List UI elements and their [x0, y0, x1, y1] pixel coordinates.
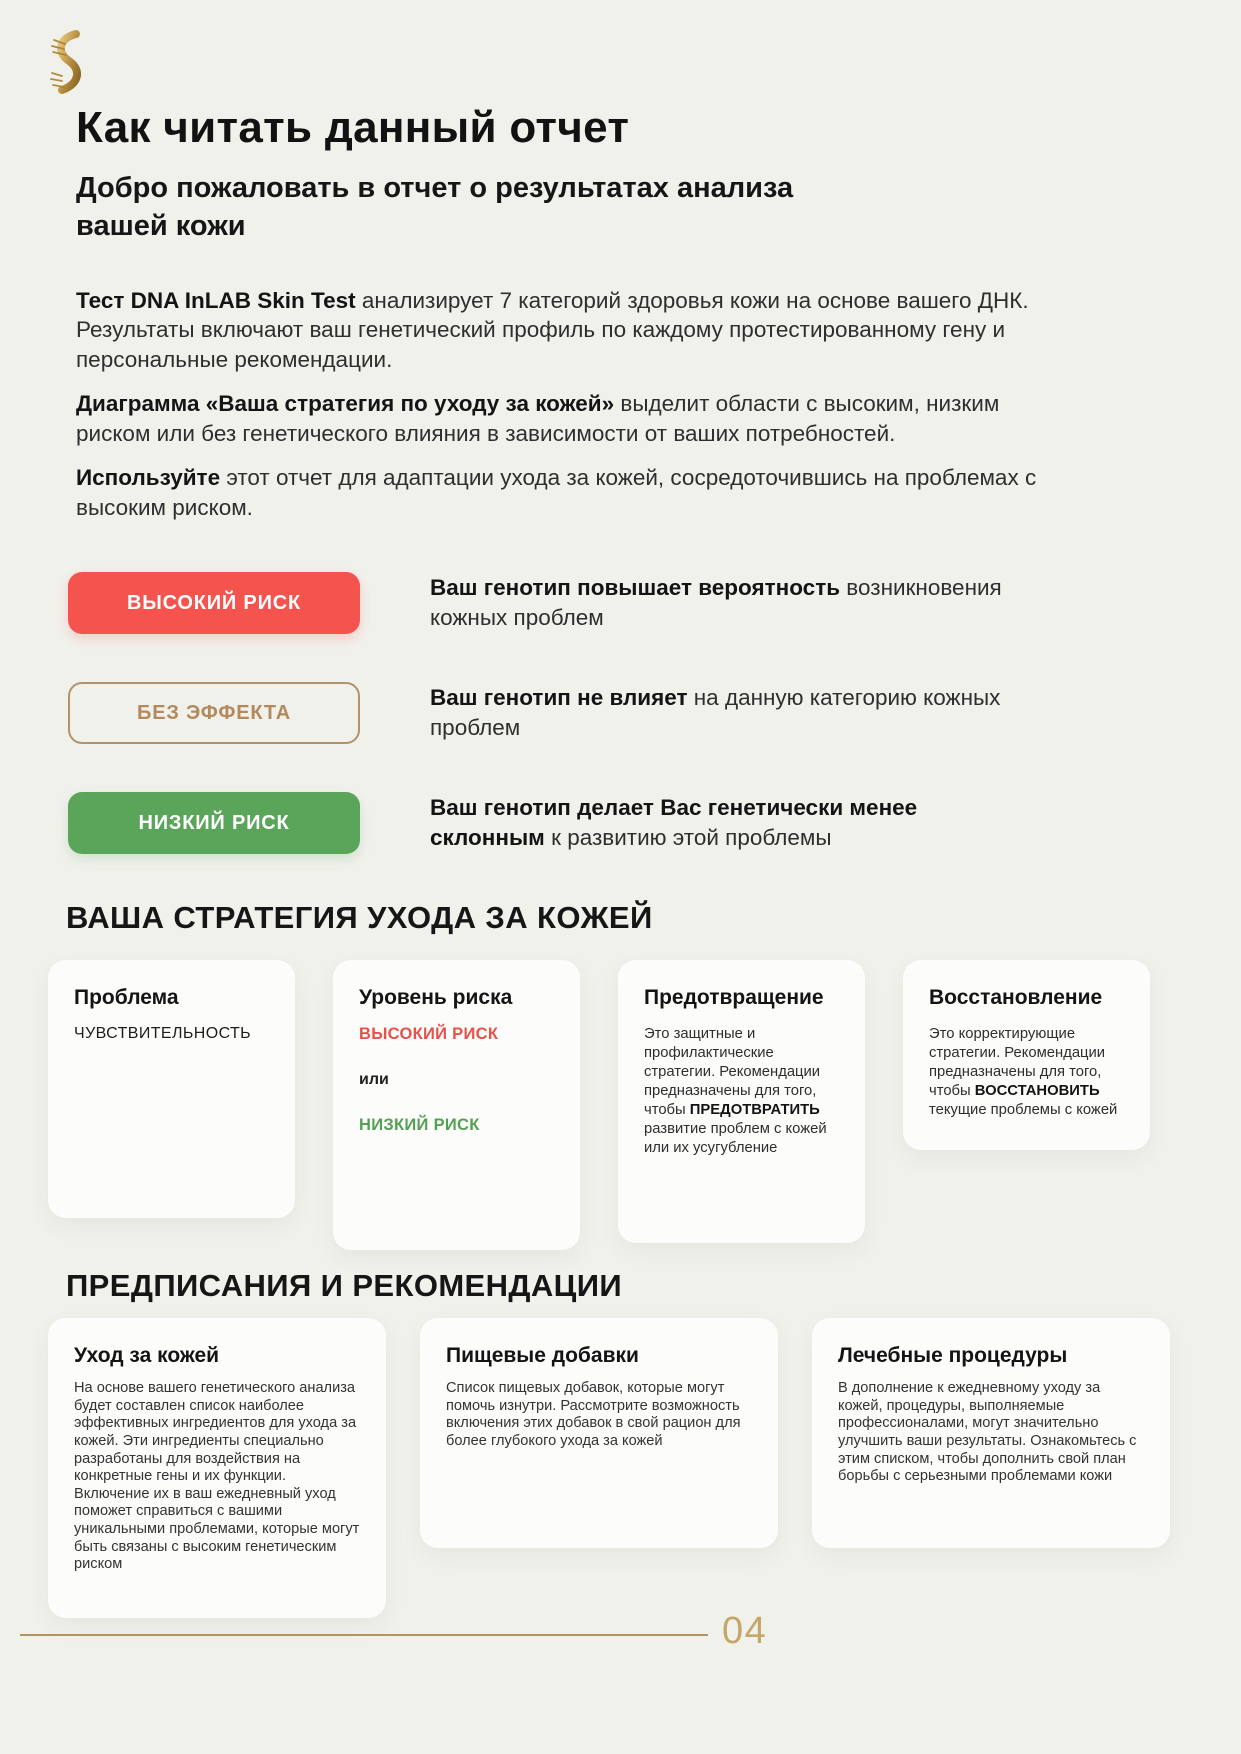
risk-level-low-label: НИЗКИЙ РИСК	[359, 1116, 480, 1135]
supplements-card-title: Пищевые добавки	[446, 1344, 639, 1368]
intro-paragraph-diagram	[76, 389, 1076, 448]
procedures-card-title: Лечебные процедуры	[838, 1344, 1068, 1368]
supplements-card-body: Список пищевых добавок, которые могут помочь изнутри. Рассмотрите возможность включения этих добавок в свой рацион для более глубокого ухода за кожей	[446, 1380, 741, 1450]
recommendations-section-heading: ПРЕДПИСАНИЯ И РЕКОМЕНДАЦИИ	[66, 1268, 623, 1304]
high-risk-description-bold: Ваш генотип повышает вероятность	[430, 575, 841, 601]
restoration-card-title: Восстановление	[929, 986, 1103, 1010]
low-risk-badge: НИЗКИЙ РИСК	[68, 792, 360, 854]
prevention-card-body-post: развитие проблем с кожей или их усугубление	[644, 1121, 827, 1157]
recommendation-cards-row	[48, 1318, 1241, 1618]
low-risk-description-bold: Ваш генотип делает Вас генетически менее склонным	[430, 795, 918, 851]
intro-paragraph-diagram-rest: выделит области с высоким, низким риском или без генетического влияния в зависимости от ваших потребностей.	[76, 391, 1000, 446]
legend-row-no-effect	[68, 682, 1241, 744]
intro-paragraph-test-rest: анализирует 7 категорий здоровья кожи на основе вашего ДНК. Результаты включают ваш генетический профиль по каждому протестированному гену и персональные рекомендации.	[76, 287, 1029, 372]
problem-card-title: Проблема	[74, 986, 179, 1010]
restoration-card-body-pre: Это корректирующие стратегии. Рекомендации предназначены для того, чтобы	[929, 1026, 1106, 1100]
restoration-card-body	[929, 1025, 1124, 1120]
intro-paragraph-use-bold: Используйте	[76, 465, 221, 491]
restoration-card	[903, 960, 1150, 1150]
prevention-card	[618, 960, 865, 1243]
restoration-card-body-bold: ВОССТАНОВИТЬ	[974, 1083, 1100, 1100]
legend-row-high-risk	[68, 572, 1241, 634]
skincare-card-body: На основе вашего генетического анализа будет составлен список наиболее эффективных ингредиентов для ухода за кожей. Эти ингредиенты специально разработаны для воздействия на конкретные гены и их функции. Включение их в ваш ежедневный уход поможет справиться с вашими уникальными проблемами, которые могут быть связаны с высоким генетическим риском	[74, 1380, 360, 1573]
procedures-card-body: В дополнение к ежедневному уходу за кожей, процедуры, выполняемые профессионалами, могут значительно улучшить ваши результаты. Ознакомьтесь с этим списком, чтобы дополнить свой план борьбы с серьезными проблемами кожи	[838, 1380, 1137, 1485]
high-risk-description	[430, 573, 1030, 633]
page-subtitle	[76, 170, 1241, 245]
procedures-card	[812, 1318, 1170, 1548]
risk-level-card-title: Уровень риска	[359, 986, 513, 1010]
problem-card-value: ЧУВСТВИТЕЛЬНОСТЬ	[74, 1025, 252, 1043]
no-effect-description	[430, 683, 1030, 743]
risk-legend	[68, 572, 1241, 854]
prevention-card-body-bold: ПРЕДОТВРАТИТЬ	[689, 1102, 820, 1119]
page-subtitle-line-2: вашей кожи	[76, 210, 246, 243]
risk-level-high-label: ВЫСОКИЙ РИСК	[359, 1025, 499, 1044]
intro-paragraph-diagram-bold: Диаграмма «Ваша стратегия по уходу за кожей»	[76, 391, 615, 417]
strategy-section-heading: ВАША СТРАТЕГИЯ УХОДА ЗА КОЖЕЙ	[66, 900, 653, 936]
intro-paragraph-test-bold: Тест DNA InLAB Skin Test	[76, 287, 356, 313]
low-risk-description	[430, 793, 1030, 853]
page-title: Как читать данный отчет	[76, 103, 630, 152]
restoration-card-body-post: текущие проблемы с кожей	[929, 1102, 1118, 1119]
intro-paragraph-test	[76, 286, 1076, 375]
legend-row-low-risk	[68, 792, 1241, 854]
dna-helix-icon	[44, 28, 90, 96]
low-risk-description-rest: к развитию этой проблемы	[544, 825, 832, 851]
strategy-cards-row	[48, 960, 1241, 1250]
no-effect-description-rest: на данную категорию кожных проблем	[430, 685, 1001, 741]
intro-paragraph-use	[76, 463, 1076, 522]
prevention-card-body-pre: Это защитные и профилактические стратегии. Рекомендации предназначены для того, чтобы	[644, 1026, 821, 1119]
footer-divider-line	[20, 1634, 708, 1636]
high-risk-description-rest: возникновения кожных проблем	[430, 575, 1002, 631]
risk-level-or-label: или	[359, 1071, 389, 1089]
supplements-card	[420, 1318, 778, 1548]
no-effect-badge: БЕЗ ЭФФЕКТА	[68, 682, 360, 744]
prevention-card-title: Предотвращение	[644, 986, 824, 1010]
skincare-card-title: Уход за кожей	[74, 1344, 220, 1368]
no-effect-description-bold: Ваш генотип не влияет	[430, 685, 688, 711]
page-number: 04	[722, 1610, 768, 1652]
intro-paragraph-use-rest: этот отчет для адаптации ухода за кожей, сосредоточившись на проблемах с высоким риском.	[76, 465, 1037, 520]
skincare-card	[48, 1318, 386, 1618]
prevention-card-body	[644, 1025, 839, 1158]
page-subtitle-line-1: Добро пожаловать в отчет о результатах анализа	[76, 172, 794, 205]
risk-level-card	[333, 960, 580, 1250]
problem-card	[48, 960, 295, 1218]
high-risk-badge: ВЫСОКИЙ РИСК	[68, 572, 360, 634]
